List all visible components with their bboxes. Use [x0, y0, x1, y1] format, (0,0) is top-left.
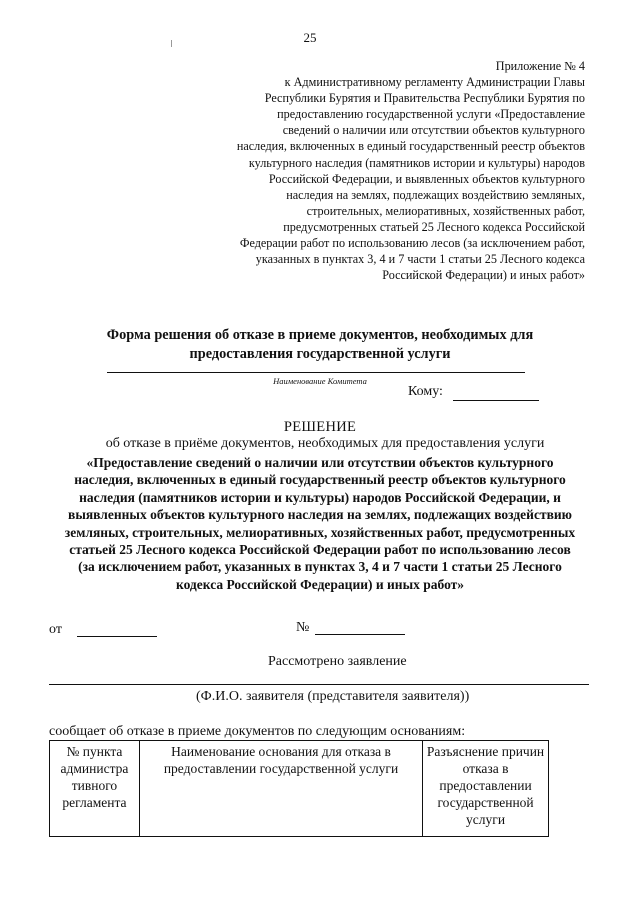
service-name-line: статьей 25 Лесного кодекса Российской Федерации работ по использованию лесов: [69, 542, 571, 558]
applicant-caption: (Ф.И.О. заявителя (представителя заявителя)): [196, 689, 470, 704]
appendix-header: [200, 58, 585, 283]
reasons-table: [49, 740, 549, 837]
appendix-line: Республики Бурятия и Правительства Республики Бурятия по: [264, 91, 585, 106]
service-name: [50, 454, 590, 593]
decision-heading: РЕШЕНИЕ: [283, 419, 357, 435]
header-clause-number: № пункта администра тивного регламента: [50, 741, 140, 837]
appendix-line: наследия, включенных в единый государственный реестр объектов: [236, 139, 585, 154]
decision-subtitle: об отказе в приёме документов, необходимых для предоставления услуги: [105, 436, 545, 451]
service-name-line: наследия (памятников истории и культуры) народов Российской Федерации, и: [79, 489, 561, 505]
form-title: [60, 326, 580, 364]
header-refusal-reason: Наименование основания для отказа в предоставлении государственной услуги: [139, 741, 422, 837]
committee-name-blank: [107, 372, 525, 373]
number-blank: [315, 634, 405, 635]
number-label: №: [296, 620, 310, 635]
appendix-line: указанных в пунктах 3, 4 и 7 части 1 статьи 25 Лесного кодекса: [255, 252, 585, 267]
date-label: от: [49, 622, 62, 637]
service-name-line: земляных, строительных, мелиоративных, хозяйственных работ, предусмотренных: [64, 524, 576, 540]
appendix-line: Федерации работ по использованию лесов (за исключением работ,: [239, 236, 585, 251]
table-header-row: [50, 741, 549, 837]
header-explanation: Разъяснение причин отказа в предоставлении государственной услуги: [423, 741, 549, 837]
date-blank: [77, 636, 157, 637]
reasons-intro: сообщает об отказе в приеме документов по следующим основаниям:: [49, 724, 466, 739]
form-title-line1: Форма решения об отказе в приеме документов, необходимых для: [106, 327, 534, 343]
applicant-name-blank: [49, 684, 589, 685]
service-name-line: кодекса Российской Федерации) и иных работ»: [175, 576, 465, 592]
service-name-line: (за исключением работ, указанных в пунктах 3, 4 и 7 части 1 статьи 25 Лесного: [78, 559, 562, 575]
appendix-line: Российской Федерации, и выявленных объектов культурного: [268, 171, 585, 186]
appendix-line: строительных, мелиоративных, хозяйственных работ,: [306, 203, 585, 218]
form-title-line2: предоставления государственной услуги: [189, 346, 451, 362]
appendix-line: к Административному регламенту Администрации Главы: [284, 75, 585, 90]
appendix-line: предусмотренных статьей 25 Лесного кодекса Российской: [283, 219, 585, 234]
reviewed-label: Рассмотрено заявление: [268, 654, 407, 669]
appendix-line: сведений о наличии или отсутствии объектов культурного: [282, 123, 585, 138]
service-name-line: наследия, включенных в единый государственный реестр объектов культурного: [74, 472, 566, 488]
appendix-line: наследия на землях, подлежащих воздействию земляных,: [286, 187, 585, 202]
page-number: 25: [303, 30, 317, 45]
appendix-line: Приложение № 4: [495, 59, 585, 73]
committee-caption: Наименование Комитета: [273, 376, 367, 386]
appendix-line: предоставлению государственной услуги «Предоставление: [277, 107, 585, 122]
recipient-blank: [453, 400, 539, 401]
service-name-line: «Предоставление сведений о наличии или отсутствии объектов культурного: [86, 455, 554, 470]
appendix-line: культурного наследия (памятников истории и культуры) народов: [248, 155, 585, 170]
appendix-line: Российской Федерации) и иных работ»: [382, 268, 585, 283]
recipient-label: Кому:: [408, 384, 443, 399]
service-name-line: выявленных объектов культурного наследия на землях, подлежащих воздействию: [68, 507, 572, 523]
